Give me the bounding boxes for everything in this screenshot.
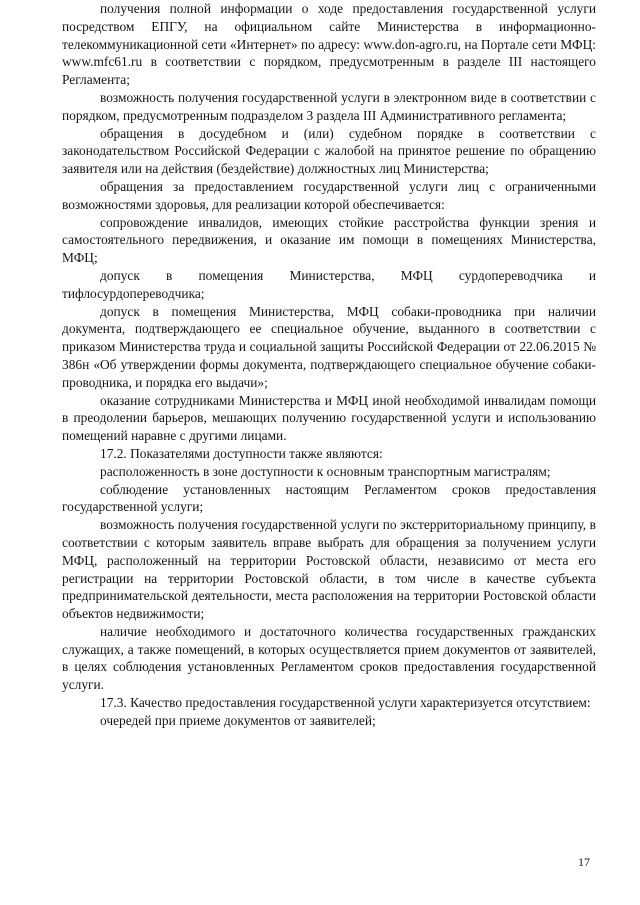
- paragraph: возможность получения государственной услуги в электронном виде в соответствии с порядком, предусмотренным подразделом 3 раздела III Административного регламента;: [62, 89, 596, 123]
- paragraph: возможность получения государственной услуги по экстерриториальному принципу, в соответствии с которым заявитель вправе выбрать для обращения за получением услуги МФЦ, расположенный на территории Ростовской области, независимо от места его регистрации на территории Ростовской области, в том числе в качестве субъекта предпринимательской деятельности, места расположения на территории Ростовской области объектов недвижимости;: [62, 517, 596, 622]
- paragraph: обращения за предоставлением государственной услуги лиц с ограниченными возможностями здоровья, для реализации которой обеспечивается:: [62, 178, 596, 212]
- paragraph: очередей при приеме документов от заявителей;: [100, 712, 376, 728]
- section-heading: 17.2. Показателями доступности также являются:: [100, 445, 383, 461]
- paragraph: наличие необходимого и достаточного количества государственных гражданских служащих, а также помещений, в которых осуществляется прием документов от заявителей, в целях соблюдения установленных Регламентом сроков предоставления государственной услуги.: [62, 623, 596, 693]
- paragraph: допуск в помещения Министерства, МФЦ сурдопереводчика и тифлосурдопереводчика;: [62, 267, 596, 301]
- paragraph: расположенность в зоне доступности к основным транспортным магистралям;: [100, 463, 551, 479]
- paragraph: соблюдение установленных настоящим Регламентом сроков предоставления государственной услуги;: [62, 481, 596, 515]
- page-number: 17: [578, 855, 590, 869]
- paragraph: обращения в досудебном и (или) судебном порядке в соответствии с законодательством Российской Федерации с жалобой на принятое решение по обращению заявителя или на действия (бездействие) должностных лиц Министерства;: [62, 125, 596, 177]
- section-heading: 17.3. Качество предоставления государственной услуги характеризуется отсутствием:: [100, 695, 591, 711]
- document-page: [62, 0, 596, 730]
- paragraph: оказание сотрудниками Министерства и МФЦ иной необходимой инвалидам помощи в преодолении барьеров, мешающих получению государственной услуги и использованию помещений наравне с другими лицами.: [62, 392, 596, 444]
- paragraph: допуск в помещения Министерства, МФЦ собаки-проводника при наличии документа, подтверждающего ее специальное обучение, выданного в соответствии с приказом Министерства труда и социальной защиты Российской Федерации от 22.06.2015 № 386н «Об утверждении формы документа, подтверждающего специальное обучение собаки-проводника, и порядка его выдачи»;: [62, 303, 596, 390]
- paragraph: сопровождение инвалидов, имеющих стойкие расстройства функции зрения и самостоятельного передвижения, и оказание им помощи в помещениях Министерства, МФЦ;: [62, 214, 596, 266]
- paragraph: получения полной информации о ходе предоставления государственной услуги посредством ЕПГУ, на официальном сайте Министерства в информационно-телекоммуникационной сети «Интернет» по адресу: www.don-agro.ru, на Портале сети МФЦ: www.mfc61.ru в соответствии с порядком, предусмотренным в разделе III настоящего Регламента;: [62, 1, 596, 88]
